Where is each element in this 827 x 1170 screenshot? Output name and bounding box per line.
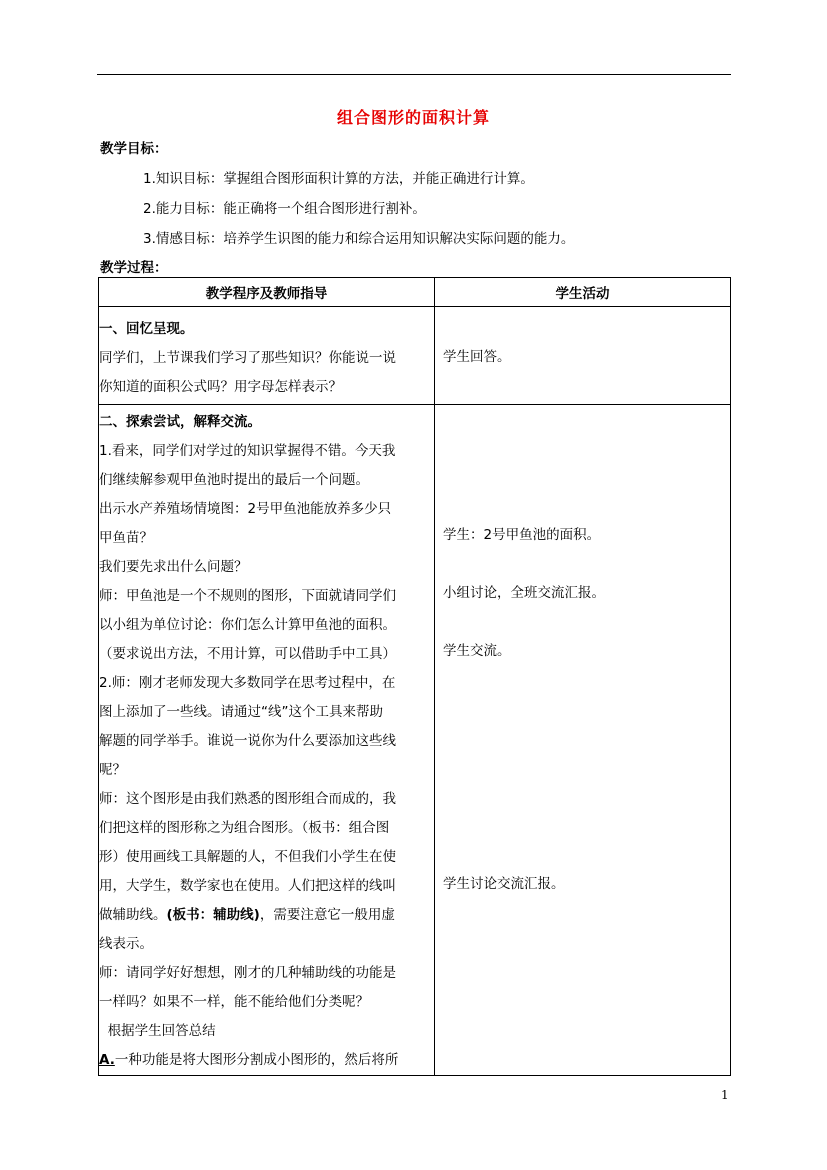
process-heading: 教学过程： [100, 260, 168, 276]
text-line: 根据学生回答总结 [99, 1023, 216, 1039]
student-activity: 小组讨论，全班交流汇报。 [443, 585, 605, 601]
teacher-cell [99, 307, 435, 405]
page-number: 1 [721, 1088, 729, 1102]
text-line: （要求说出方法，不用计算，可以借助手中工具） [99, 646, 396, 662]
objective-item: 3.情感目标：培养学生识图的能力和综合运用知识解决实际问题的能力。 [143, 231, 575, 247]
text-line: 1.看来，同学们对学过的知识掌握得不错。今天我 [99, 443, 396, 459]
text-line: 同学们，上节课我们学习了那些知识？你能说一说 [99, 350, 396, 366]
objective-item: 2.能力目标：能正确将一个组合图形进行割补。 [143, 201, 426, 217]
student-activity: 学生讨论交流汇报。 [443, 876, 565, 892]
teacher-cell [99, 405, 435, 1076]
student-activity: 学生：2号甲鱼池的面积。 [443, 527, 601, 543]
board-note: (板书：辅助线) [166, 907, 260, 923]
text-line: 以小组为单位讨论：你们怎么计算甲鱼池的面积。 [99, 617, 396, 633]
student-activity: 学生回答。 [443, 349, 511, 365]
lesson-table [98, 277, 731, 1076]
text-line: 师：请同学好好想想，刚才的几种辅助线的功能是 [99, 965, 396, 981]
table-row [99, 307, 731, 405]
table-header-row [99, 278, 731, 307]
text-line [99, 1046, 434, 1075]
list-marker: A. [99, 1052, 115, 1068]
text-line: 用，大学生，数学家也在使用。人们把这样的线叫 [99, 878, 396, 894]
section-heading: 二、探索尝试，解释交流。 [99, 414, 261, 430]
text-line: 一样吗？如果不一样，能不能给他们分类呢？ [99, 994, 369, 1010]
text-line: 呢？ [99, 762, 126, 778]
text-line: 2.师：刚才老师发现大多数同学在思考过程中，在 [99, 675, 396, 691]
page-title: 组合图形的面积计算 [336, 108, 490, 127]
header-rule [97, 74, 731, 75]
objectives-heading: 教学目标： [100, 141, 168, 157]
student-activity: 学生交流。 [443, 643, 511, 659]
text-line: 解题的同学举手。谁说一说你为什么要添加这些线 [99, 733, 396, 749]
objective-item: 1.知识目标：掌握组合图形面积计算的方法，并能正确进行计算。 [143, 171, 534, 187]
text-line: 你知道的面积公式吗？用字母怎样表示？ [99, 379, 342, 395]
text-fragment: ，需要注意它一般用虚 [259, 907, 395, 923]
text-fragment: 一种功能是将大图形分割成小图形的，然后将所 [114, 1052, 399, 1068]
text-line: 图上添加了一些线。请通过“线”这个工具来帮助 [99, 704, 383, 720]
text-line: 师：这个图形是由我们熟悉的图形组合而成的，我 [99, 791, 396, 807]
section-heading: 一、回忆呈现。 [99, 321, 194, 337]
student-cell [435, 405, 731, 1076]
text-line: 师：甲鱼池是一个不规则的图形，下面就请同学们 [99, 588, 396, 604]
text-line: 出示水产养殖场情境图：2号甲鱼池能放养多少只 [99, 501, 392, 517]
table-row [99, 405, 731, 1076]
column-header-teacher: 教学程序及教师指导 [99, 278, 435, 307]
text-line [99, 901, 434, 930]
text-line: 们继续解参观甲鱼池时提出的最后一个问题。 [99, 472, 369, 488]
text-line: 线表示。 [99, 936, 153, 952]
text-line: 形）使用画线工具解题的人，不但我们小学生在使 [99, 849, 396, 865]
text-line: 甲鱼苗？ [99, 530, 153, 546]
column-header-student: 学生活动 [435, 278, 731, 307]
student-cell [435, 307, 731, 405]
text-fragment: 做辅助线。 [99, 907, 167, 923]
text-line: 我们要先求出什么问题？ [99, 559, 248, 575]
text-line: 们把这样的图形称之为组合图形。（板书：组合图 [99, 820, 390, 836]
